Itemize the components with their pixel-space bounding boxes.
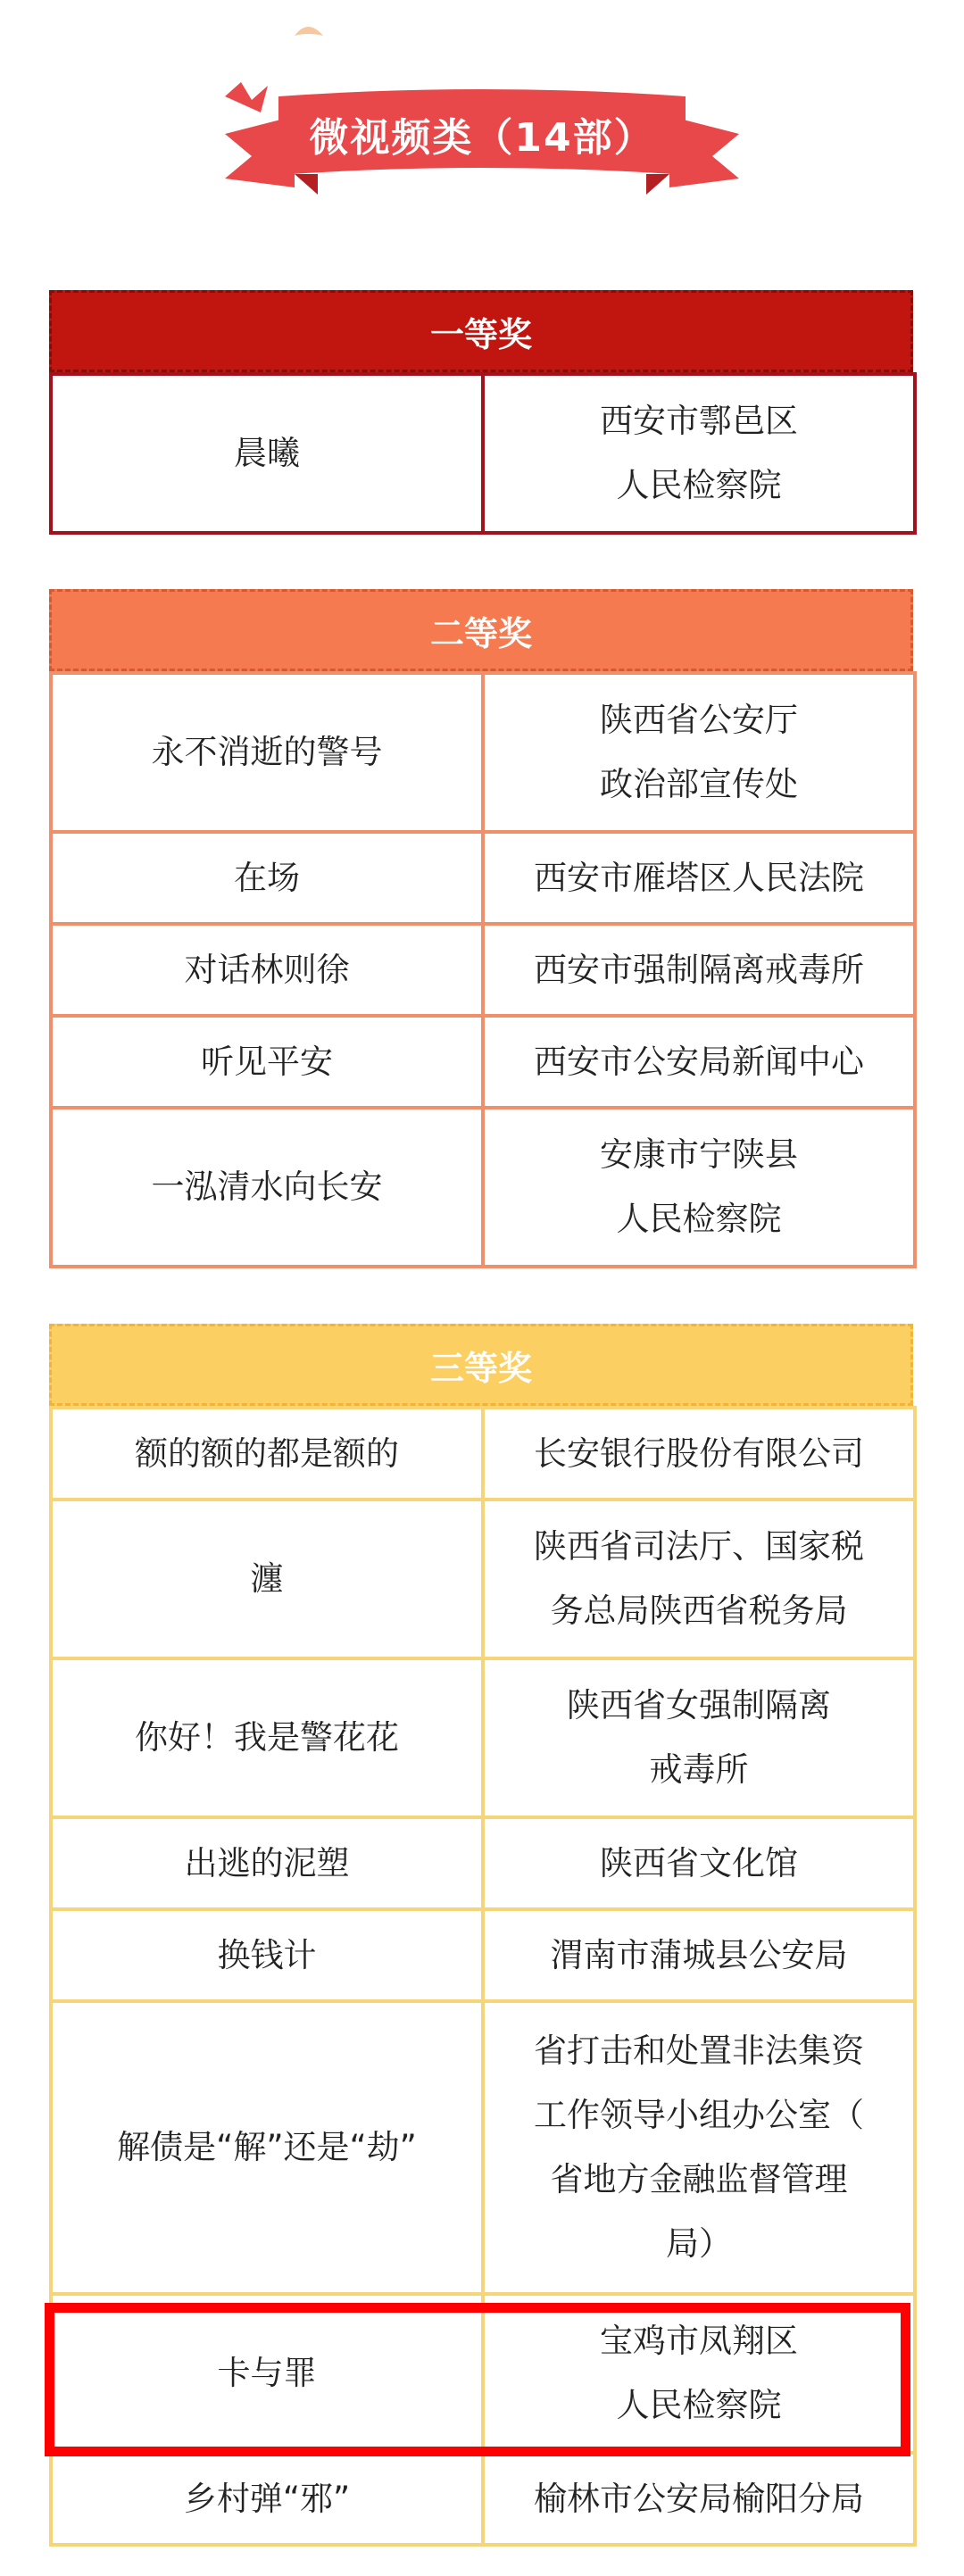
unit-name: 陕西省女强制隔离 戒毒所: [483, 1658, 915, 1817]
table-row: [51, 1108, 915, 1267]
work-title: 晨曦: [51, 374, 483, 533]
sparkle-icon: [295, 27, 323, 36]
unit-name: 西安市强制隔离戒毒所: [483, 924, 915, 1016]
unit-name: 西安市雁塔区人民法院: [483, 832, 915, 924]
award-section-first: [49, 290, 913, 535]
work-title: 瀍: [51, 1500, 483, 1658]
section-heading: 一等奖: [49, 290, 913, 372]
table-row: [51, 924, 915, 1016]
unit-name: 陕西省文化馆: [483, 1817, 915, 1909]
unit-name: 宝鸡市凤翔区 人民检察院: [483, 2294, 915, 2453]
table-row: [51, 1658, 915, 1817]
category-title: 微视频类（14部）: [309, 115, 655, 161]
table-row: [51, 673, 915, 832]
work-title: 卡与罪: [51, 2294, 483, 2453]
award-table: [49, 372, 917, 535]
work-title: 你好！我是警花花: [51, 1658, 483, 1817]
table-row: [51, 2453, 915, 2545]
unit-name: 长安银行股份有限公司: [483, 1408, 915, 1500]
table-row: [51, 2001, 915, 2294]
unit-name: 陕西省公安厅 政治部宣传处: [483, 673, 915, 832]
table-row: [51, 2294, 915, 2453]
work-title: 一泓清水向长安: [51, 1108, 483, 1267]
award-section-third: [49, 1324, 913, 2547]
table-row: [51, 1817, 915, 1909]
work-title: 乡村弹“邪”: [51, 2453, 483, 2545]
section-heading: 二等奖: [49, 589, 913, 671]
table-row: [51, 1016, 915, 1108]
table-row: [51, 374, 915, 533]
award-table: [49, 671, 917, 1268]
unit-name: 省打击和处置非法集资 工作领导小组办公室（ 省地方金融监督管理 局）: [483, 2001, 915, 2294]
table-row: [51, 832, 915, 924]
unit-name: 渭南市蒲城县公安局: [483, 1909, 915, 2001]
section-heading: 三等奖: [49, 1324, 913, 1406]
table-row: [51, 1408, 915, 1500]
unit-name: 榆林市公安局榆阳分局: [483, 2453, 915, 2545]
unit-name: 西安市鄠邑区 人民检察院: [483, 374, 915, 533]
table-row: [51, 1909, 915, 2001]
work-title: 在场: [51, 832, 483, 924]
category-ribbon: [0, 0, 964, 223]
work-title: 听见平安: [51, 1016, 483, 1108]
work-title: 对话林则徐: [51, 924, 483, 1016]
table-row: [51, 1500, 915, 1658]
unit-name: 安康市宁陕县 人民检察院: [483, 1108, 915, 1267]
unit-name: 西安市公安局新闻中心: [483, 1016, 915, 1108]
work-title: 出逃的泥塑: [51, 1817, 483, 1909]
award-table: [49, 1406, 917, 2547]
award-section-second: [49, 589, 913, 1268]
work-title: 永不消逝的警号: [51, 673, 483, 832]
unit-name: 陕西省司法厅、国家税 务总局陕西省税务局: [483, 1500, 915, 1658]
work-title: 额的额的都是额的: [51, 1408, 483, 1500]
work-title: 换钱计: [51, 1909, 483, 2001]
work-title: 解债是“解”还是“劫”: [51, 2001, 483, 2294]
